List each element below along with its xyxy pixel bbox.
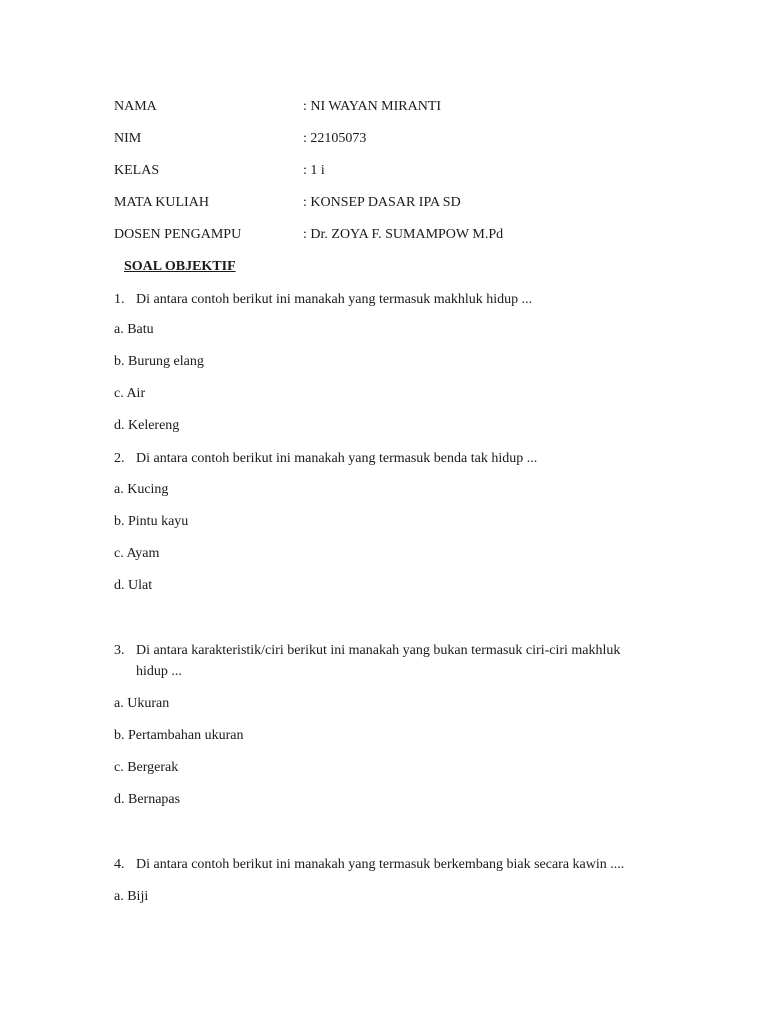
header-label-mata-kuliah: MATA KULIAH <box>114 195 209 210</box>
header-label-nama: NAMA <box>114 99 157 114</box>
answer-option: a. Batu <box>114 322 154 337</box>
header-value-mata-kuliah: : KONSEP DASAR IPA SD <box>303 195 461 210</box>
header-value-nim: : 22105073 <box>303 131 367 146</box>
question-number: 2. <box>114 451 125 466</box>
question-text: Di antara contoh berikut ini manakah yang termasuk benda tak hidup ... <box>136 451 538 466</box>
answer-option: b. Pertambahan ukuran <box>114 728 244 743</box>
header-label-dosen: DOSEN PENGAMPU <box>114 227 242 242</box>
question-text: Di antara contoh berikut ini manakah yang termasuk berkembang biak secara kawin .... <box>136 857 625 872</box>
answer-option: c. Ayam <box>114 546 160 561</box>
answer-option: d. Bernapas <box>114 792 181 807</box>
answer-option: d. Ulat <box>114 578 153 593</box>
answer-option: b. Pintu kayu <box>114 514 189 529</box>
answer-option: d. Kelereng <box>114 418 180 433</box>
answer-option: a. Kucing <box>114 482 169 497</box>
header-value-kelas: : 1 i <box>303 163 325 178</box>
answer-option: a. Ukuran <box>114 696 170 711</box>
question-text-continued: hidup ... <box>136 664 182 679</box>
header-value-dosen: : Dr. ZOYA F. SUMAMPOW M.Pd <box>303 227 504 242</box>
question-text: Di antara contoh berikut ini manakah yang termasuk makhluk hidup ... <box>136 292 533 307</box>
question-text: Di antara karakteristik/ciri berikut ini manakah yang bukan termasuk ciri-ciri makhluk <box>136 643 621 658</box>
answer-option: b. Burung elang <box>114 354 204 369</box>
question-number: 4. <box>114 857 125 872</box>
answer-option: c. Air <box>114 386 146 401</box>
answer-option: a. Biji <box>114 889 149 904</box>
question-number: 1. <box>114 292 125 307</box>
answer-option: c. Bergerak <box>114 760 179 775</box>
question-number: 3. <box>114 643 125 658</box>
section-title: SOAL OBJEKTIF <box>124 259 236 274</box>
header-value-nama: : NI WAYAN MIRANTI <box>303 99 442 114</box>
header-label-kelas: KELAS <box>114 163 160 178</box>
header-label-nim: NIM <box>114 131 142 146</box>
